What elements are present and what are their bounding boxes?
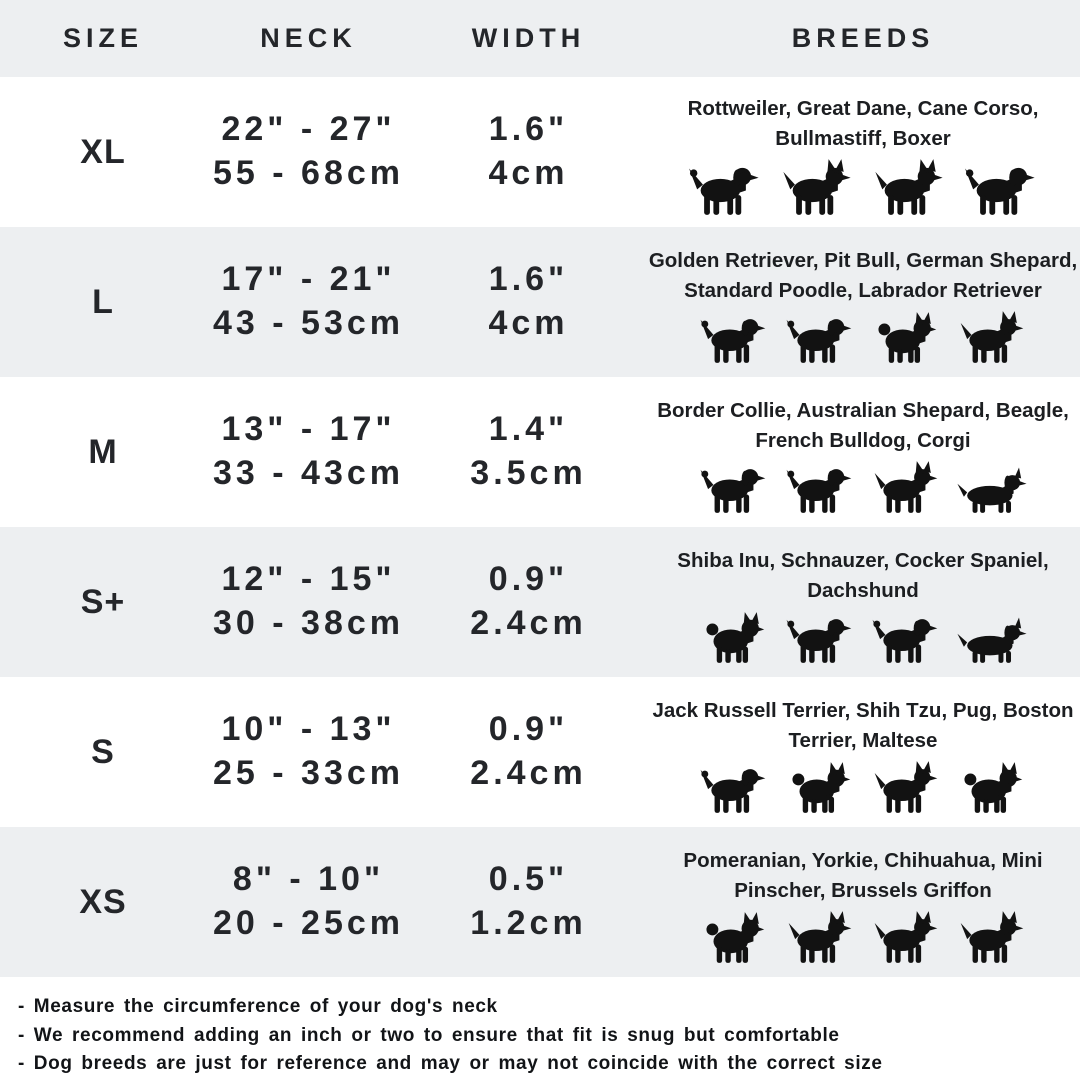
great-dane-icon — [778, 158, 856, 216]
neck-inches: 8" - 10" — [232, 860, 385, 899]
width-inches: 0.9" — [488, 710, 569, 749]
breeds-list: Border Collie, Australian Shepard, Beagle, French Bulldog, Corgi — [657, 399, 1069, 452]
width-cm: 4cm — [488, 154, 569, 192]
table-header — [0, 0, 1080, 77]
size-label: M — [88, 432, 118, 471]
mini-pinscher-icon — [956, 910, 1028, 964]
shiba-inu-icon — [698, 610, 770, 664]
corgi-icon — [956, 460, 1028, 514]
note-line: - Measure the circumference of your dog's neck — [18, 996, 498, 1017]
width-cell — [411, 408, 646, 495]
width-cm: 2.4cm — [470, 604, 587, 642]
size-label: S+ — [80, 582, 126, 621]
width-cm: 2.4cm — [470, 754, 587, 792]
beagle-icon — [784, 460, 856, 514]
width-cell — [411, 858, 646, 945]
breeds-cell — [646, 77, 1080, 227]
width-cm: 3.5cm — [470, 454, 587, 492]
neck-cm: 20 - 25cm — [213, 904, 404, 942]
jack-russell-icon — [698, 760, 770, 814]
neck-inches: 22" - 27" — [221, 110, 396, 149]
neck-inches: 12" - 15" — [221, 560, 396, 599]
neck-inches: 17" - 21" — [221, 260, 396, 299]
neck-cell — [206, 558, 411, 645]
breeds-cell — [646, 527, 1080, 677]
schnauzer-icon — [784, 610, 856, 664]
dachshund-icon — [956, 610, 1028, 664]
pomeranian-icon — [698, 910, 770, 964]
neck-cell — [206, 408, 411, 495]
australian-shepherd-icon — [698, 460, 770, 514]
header-neck: NECK — [260, 23, 357, 53]
breeds-list: Pomeranian, Yorkie, Chihuahua, Mini Pinscher, Brussels Griffon — [683, 849, 1043, 902]
chihuahua-icon — [870, 910, 942, 964]
neck-cm: 30 - 38cm — [213, 604, 404, 642]
table-row-l — [0, 227, 1080, 377]
size-label: S — [91, 732, 115, 771]
breeds-list: Golden Retriever, Pit Bull, German Shepard, Standard Poodle, Labrador Retriever — [648, 249, 1078, 302]
dog-icons — [698, 760, 1028, 814]
yorkie-icon — [784, 910, 856, 964]
pug-icon — [870, 760, 942, 814]
width-cell — [411, 108, 646, 195]
neck-cell — [206, 108, 411, 195]
neck-cell — [206, 708, 411, 795]
dog-icons — [698, 310, 1028, 364]
shih-tzu-icon — [784, 760, 856, 814]
neck-inches: 10" - 13" — [221, 710, 396, 749]
width-cell — [411, 258, 646, 345]
header-size: SIZE — [62, 23, 143, 53]
rottweiler-icon — [686, 158, 764, 216]
size-label: XS — [79, 882, 127, 921]
german-shepherd-icon — [956, 310, 1028, 364]
width-inches: 0.5" — [488, 860, 569, 899]
poodle-icon — [870, 310, 942, 364]
dog-icons — [698, 910, 1028, 964]
size-label: L — [92, 282, 114, 321]
breeds-cell — [646, 827, 1080, 977]
breeds-list: Shiba Inu, Schnauzer, Cocker Spaniel, Dachshund — [677, 549, 1049, 602]
neck-cm: 25 - 33cm — [213, 754, 404, 792]
table-row-xl — [0, 77, 1080, 227]
neck-cm: 43 - 53cm — [213, 304, 404, 342]
cane-corso-icon — [870, 158, 948, 216]
neck-cell — [206, 858, 411, 945]
neck-cm: 55 - 68cm — [213, 154, 404, 192]
breeds-list: Jack Russell Terrier, Shih Tzu, Pug, Boston Terrier, Maltese — [652, 699, 1074, 752]
width-inches: 1.6" — [488, 260, 569, 299]
table-row-m — [0, 377, 1080, 527]
neck-inches: 13" - 17" — [221, 410, 396, 449]
header-width: WIDTH — [471, 23, 586, 53]
table-row-xs — [0, 827, 1080, 977]
width-inches: 1.4" — [488, 410, 569, 449]
measurement-notes — [0, 977, 1080, 1079]
breeds-cell — [646, 677, 1080, 827]
pit-bull-icon — [784, 310, 856, 364]
size-label: XL — [80, 132, 126, 171]
table-row-s-plus — [0, 527, 1080, 677]
width-inches: 0.9" — [488, 560, 569, 599]
note-line: - We recommend adding an inch or two to ensure that fit is snug but comfortable — [18, 1024, 840, 1046]
note-line: - Dog breeds are just for reference and may or may not coincide with the correct size — [18, 1053, 883, 1074]
breeds-cell — [646, 377, 1080, 527]
neck-cell — [206, 258, 411, 345]
french-bulldog-icon — [870, 460, 942, 514]
golden-retriever-icon — [698, 310, 770, 364]
dog-icons — [698, 610, 1028, 664]
dog-icons — [698, 460, 1028, 514]
width-inches: 1.6" — [488, 110, 569, 149]
header-breeds: BREEDS — [791, 23, 935, 53]
width-cell — [411, 708, 646, 795]
width-cm: 4cm — [488, 304, 569, 342]
bullmastiff-icon — [962, 158, 1040, 216]
breeds-cell — [646, 227, 1080, 377]
width-cm: 1.2cm — [470, 904, 587, 942]
cocker-spaniel-icon — [870, 610, 942, 664]
neck-cm: 33 - 43cm — [213, 454, 404, 492]
dog-icons — [686, 158, 1040, 216]
maltese-icon — [956, 760, 1028, 814]
table-row-s — [0, 677, 1080, 827]
breeds-list: Rottweiler, Great Dane, Cane Corso, Bullmastiff, Boxer — [687, 97, 1039, 150]
width-cell — [411, 558, 646, 645]
